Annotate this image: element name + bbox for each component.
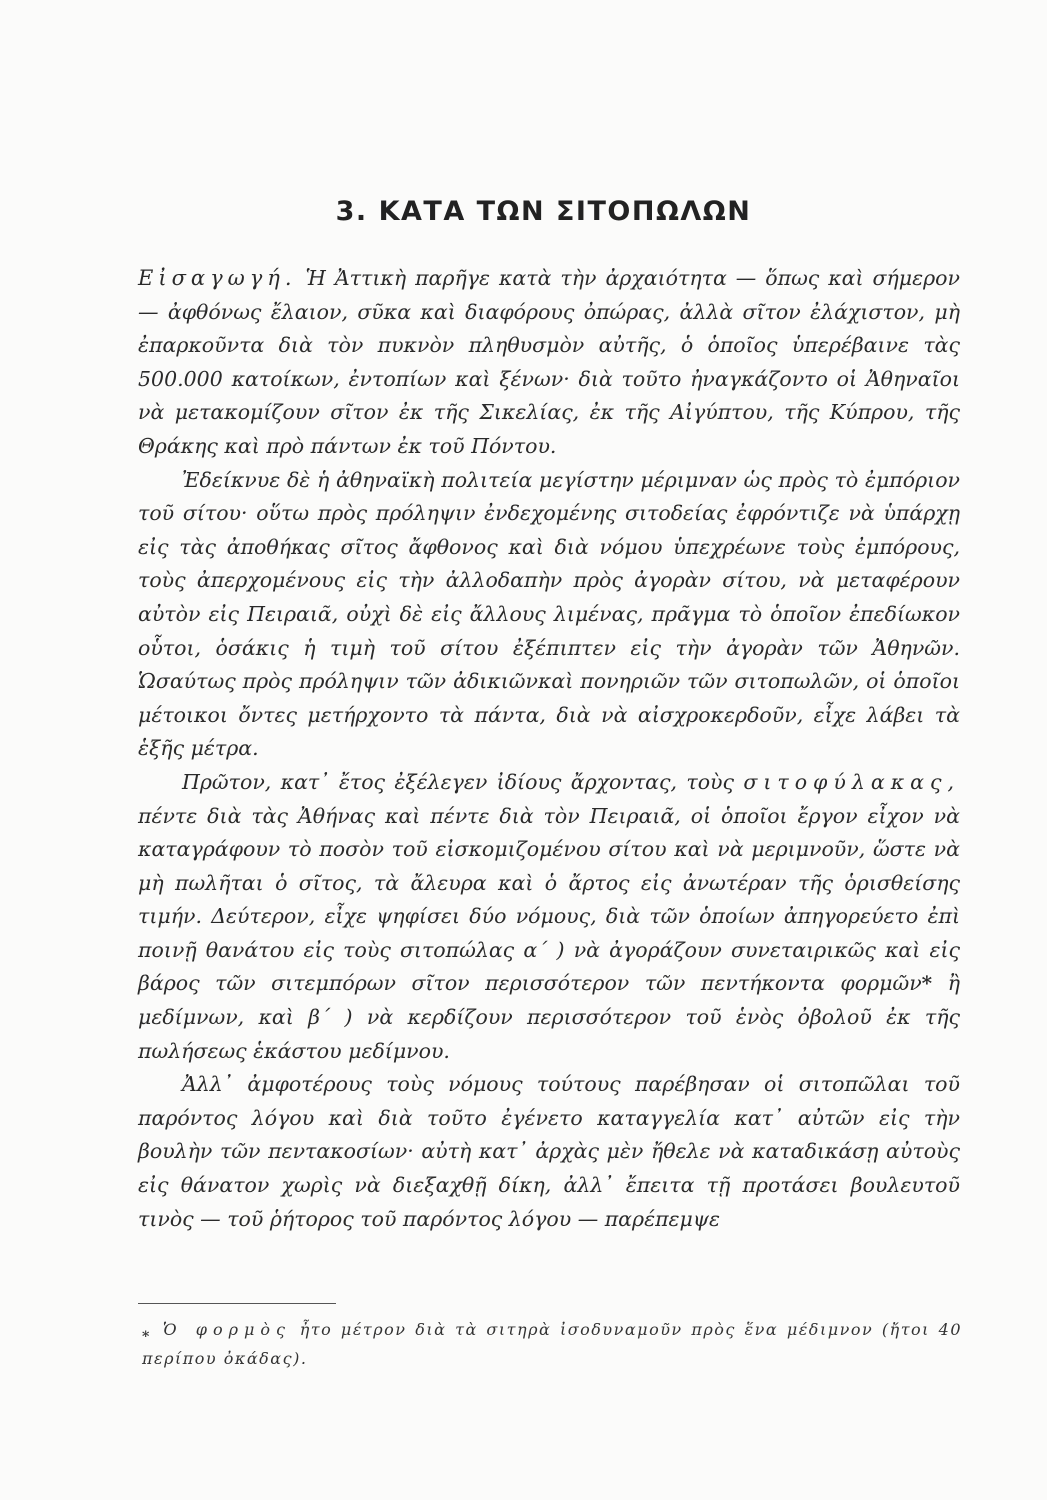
footnote-reference: * (921, 971, 933, 996)
paragraph-4: Ἀλλ᾽ ἀμφοτέρους τοὺς νόμους τούτους παρέβησαν οἱ σιτοπῶλαι τοῦ παρόντος λόγου καὶ διὰ τοῦτο ἐγένετο καταγγελία κατ᾽ αὐτῶν εἰς τὴν βουλὴν τῶν πεντακοσίων· αὐτὴ κατ᾽ ἀρχὰς μὲν ἤθελε νὰ καταδικάσῃ αὐτοὺς εἰς θάνατον χωρὶς νὰ διεξαχθῇ δίκη, ἀλλ᾽ ἔπειτα τῇ προτάσει βουλευτοῦ τινὸς — τοῦ ῥήτορος τοῦ παρόντος λόγου — παρέπεμψε (138, 1072, 960, 1231)
page-title: 3. ΚΑΤΑ ΤΩΝ ΣΙΤΟΠΩΛΩΝ (335, 196, 752, 227)
marker-b: β´ ) (308, 1005, 353, 1030)
paragraph-2: Ἐδείκνυε δὲ ἡ ἀθηναϊκὴ πολιτεία μεγίστην μέριμναν ὡς πρὸς τὸ ἐμπόριον τοῦ σίτου· οὕτω πρὸς πρόληψιν ἐνδεχομένης σιτοδείας ἐφρόντιζε νὰ ὑπάρχῃ εἰς τὰς ἀποθήκας σῖτος ἄφθονος καὶ διὰ νόμου ὑπεχρέωνε τοὺς ἐμπόρους, τοὺς ἀπερχομένους εἰς τὴν ἀλλοδαπὴν πρὸς ἀγορὰν σίτου, νὰ μεταφέρουν αὐτὸν εἰς Πειραιᾶ, οὐχὶ δὲ εἰς ἄλλους λιμένας, πρᾶγμα τὸ ὁποῖον ἐπεδίωκον οὗτοι, ὁσάκις ἡ τιμὴ τοῦ σίτου ἐξέπιπτεν εἰς τὴν ἀγορὰν τῶν Ἀθηνῶν. Ὡσαύτως πρὸς πρόληψιν τῶν ἀδικιῶνκαὶ πονηριῶν τῶν σιτοπωλῶν, οἱ ὁποῖοι μέτοικοι ὄντες μετήρχοντο τὰ πάντα, διὰ νὰ αἰσχροκερδοῦν, εἶχε λάβει τὰ ἑξῆς μέτρα. (138, 467, 960, 761)
footnote-text: ἦτο μέτρον διὰ τὰ σιτηρὰ ἰσοδυναμοῦν πρὸς ἕνα μέδιμνον (ἤτοι 40 περίπου ὀκάδας). (142, 1320, 962, 1368)
footnote-term: Ὁ φορμὸς (162, 1320, 291, 1339)
paragraph-3-after-ref: ἢ μεδίμνων, καὶ (138, 971, 960, 1030)
paragraph-intro (138, 262, 960, 464)
paragraph-1-text: Ἡ Ἀττικὴ παρῆγε κατὰ τὴν ἀρχαιότητα — ὅπως καὶ σήμερον — ἀφθόνως ἔλαιον, σῦκα καὶ διαφόρους ὀπώρας, ἀλλὰ σῖτον ἐλάχιστον, μὴ ἐπαρκοῦντα διὰ τὸν πυκνὸν πληθυσμὸν αὐτῆς, ὁ ὁποῖος ὑπερέβαινε τὰς 500.000 κατοίκων, ἐντοπίων καὶ ξένων· διὰ τοῦτο ἠναγκάζοντο οἱ Ἀθηναῖοι νὰ μετακομίζουν σῖτον ἐκ τῆς Σικελίας, ἐκ τῆς Αἰγύπτου, τῆς Κύπρου, τῆς Θράκης καὶ πρὸ πάντων ἐκ τοῦ Πόντου. (138, 266, 960, 458)
body-text (138, 262, 960, 1236)
footnote-marker: * (142, 1329, 151, 1345)
paragraph-3 (138, 766, 960, 1068)
intro-label: Εἰσαγωγή. (138, 266, 297, 290)
paragraph-3-start: Πρῶτον, κατ᾽ ἔτος ἐξέλεγεν ἰδίους ἄρχοντας, τοὺς (182, 769, 734, 794)
paragraph-3-middle: πέντε διὰ τὰς Ἀθήνας καὶ πέντε διὰ τὸν Πειραιᾶ, οἱ ὁποῖοι ἔργον εἶχον νὰ καταγράφουν τὸ ποσὸν τοῦ εἰσκομιζομένου σίτου καὶ νὰ μεριμνοῦν, ὥστε νὰ μὴ πωλῆται ὁ σῖτος, τὰ ἄλευρα καὶ ὁ ἄρτος εἰς ἀνωτέραν τῆς ὁρισθείσης τιμήν. Δεύτερον, εἶχε ψηφίσει δύο νόμους, διὰ τῶν ὁποίων ἀπηγορεύετο ἐπὶ ποινῇ θανάτου εἰς τοὺς σιτοπώλας (138, 803, 960, 962)
paragraph-3-after-a: νὰ ἀγοράζουν συνεταιρικῶς καὶ εἰς βάρος τῶν σιτεμπόρων σῖτον περισσότερον τῶν πεντήκοντα φορμῶν (138, 937, 960, 996)
paragraph-3-end: νὰ κερδίζουν περισσότερον τοῦ ἑνὸς ὀβολοῦ ἐκ τῆς πωλήσεως ἑκάστου μεδίμνου. (138, 1005, 960, 1063)
footnote-divider (138, 1303, 336, 1304)
marker-a: α´ ) (523, 937, 565, 962)
term-sitophylakes: σιτοφύλακας, (743, 769, 960, 794)
footnote (142, 1316, 962, 1372)
